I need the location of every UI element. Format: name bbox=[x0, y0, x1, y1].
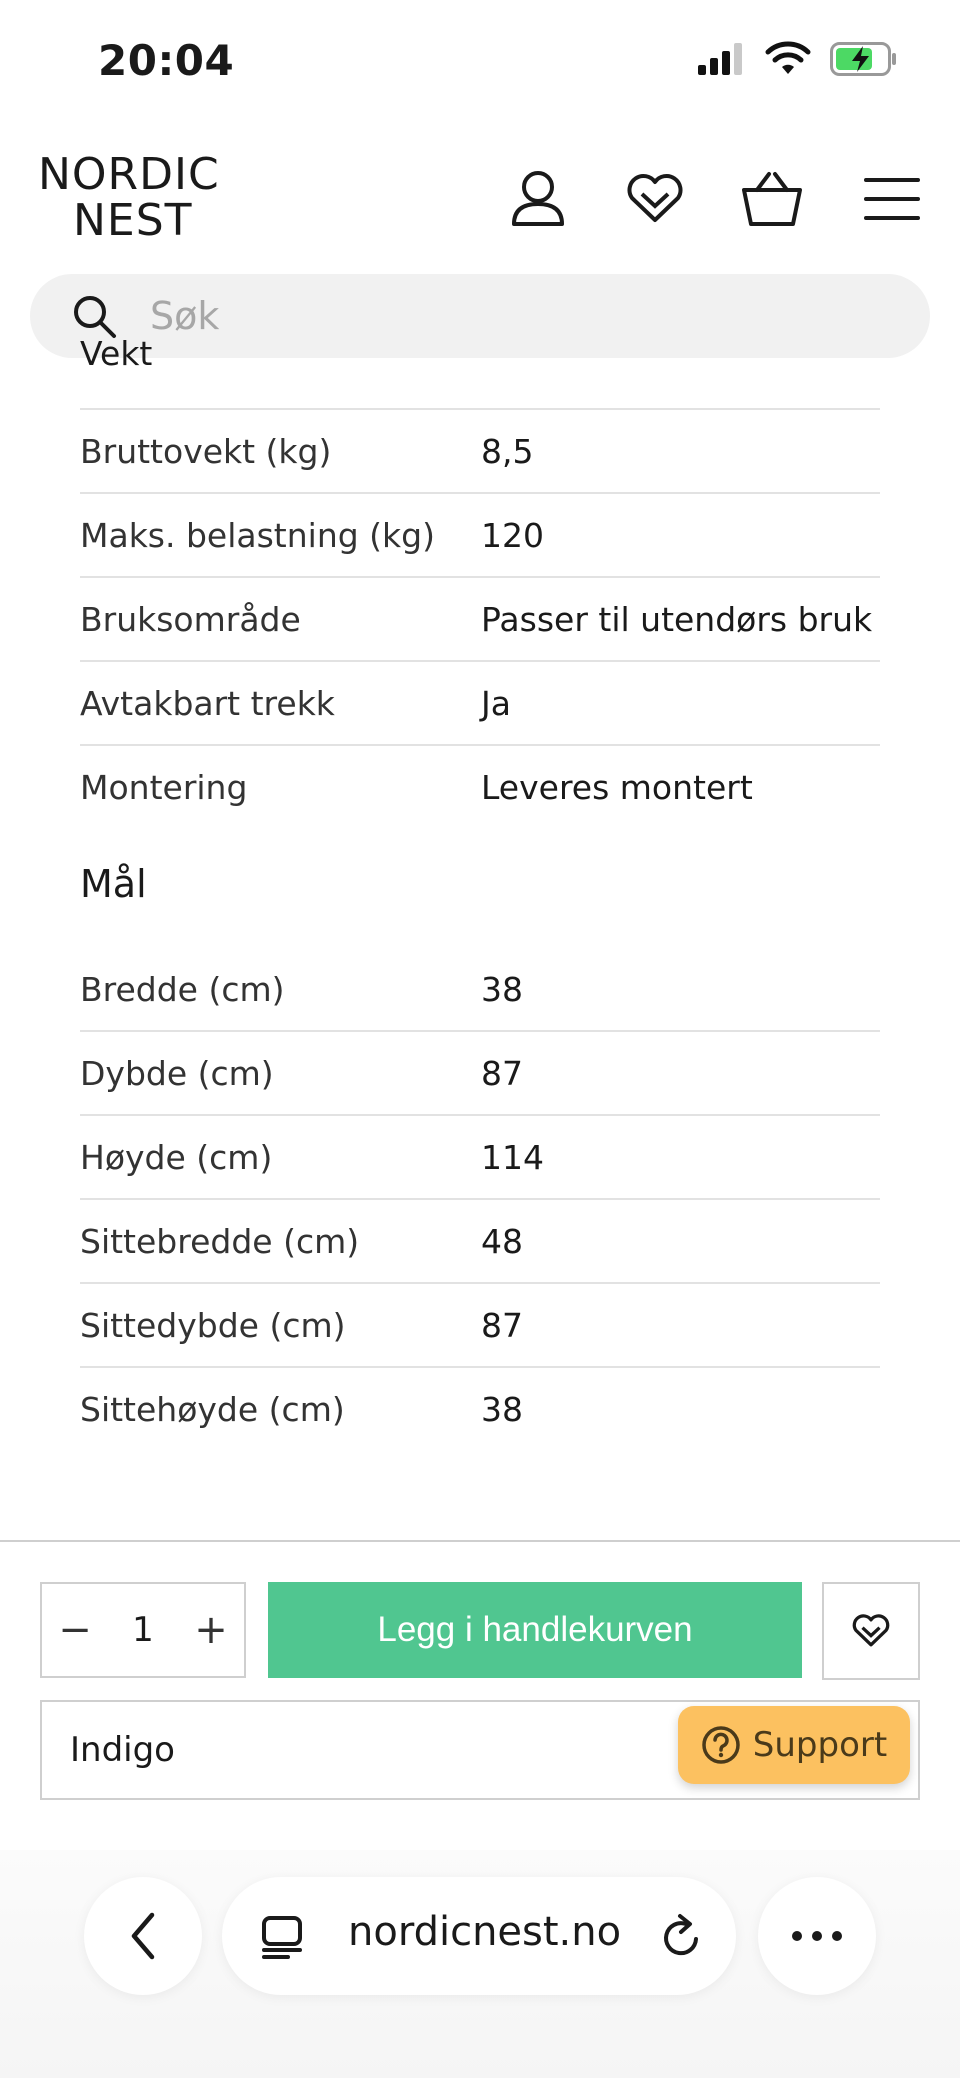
add-to-cart-button[interactable]: Legg i handlekurven bbox=[268, 1582, 802, 1678]
support-label: Support bbox=[752, 1725, 888, 1765]
status-icons bbox=[698, 42, 898, 76]
spec-row bbox=[80, 746, 880, 828]
dimension-label: Sittebredde (cm) bbox=[80, 1221, 360, 1261]
dimension-value: 38 bbox=[481, 969, 523, 1009]
page-menu-icon bbox=[260, 1915, 304, 1959]
dimension-label: Sittedybde (cm) bbox=[80, 1305, 346, 1345]
quantity-stepper bbox=[40, 1582, 246, 1678]
address-bar[interactable] bbox=[222, 1877, 736, 1995]
site-header bbox=[0, 140, 960, 265]
cellular-signal-icon bbox=[698, 43, 746, 75]
wishlist-icon bbox=[852, 1614, 890, 1648]
add-to-wishlist-button[interactable] bbox=[822, 1582, 920, 1680]
account-icon[interactable] bbox=[503, 164, 573, 234]
logo-line-1: NORDIC bbox=[38, 149, 220, 200]
dimension-value: 87 bbox=[481, 1053, 523, 1093]
cart-icon[interactable] bbox=[737, 164, 807, 234]
menu-icon[interactable] bbox=[857, 164, 927, 234]
dimension-value: 114 bbox=[481, 1137, 544, 1177]
spec-label: Vekt bbox=[80, 334, 153, 373]
help-icon bbox=[701, 1725, 741, 1765]
browser-toolbar bbox=[0, 1850, 960, 2078]
logo-line-2: NEST bbox=[73, 195, 193, 246]
spec-row bbox=[80, 494, 880, 578]
spec-row bbox=[80, 410, 880, 494]
nordic-nest-logo[interactable] bbox=[38, 149, 220, 246]
dimension-label: Dybde (cm) bbox=[80, 1053, 274, 1093]
search-input[interactable] bbox=[148, 293, 852, 339]
decrease-quantity-button[interactable]: − bbox=[58, 1607, 92, 1653]
wifi-icon bbox=[766, 42, 810, 76]
wishlist-icon[interactable] bbox=[620, 164, 690, 234]
dimension-row bbox=[80, 1368, 880, 1450]
spec-row bbox=[80, 662, 880, 746]
spec-value: Ja bbox=[481, 683, 511, 723]
increase-quantity-button[interactable]: + bbox=[194, 1607, 228, 1653]
spec-label: Avtakbart trekk bbox=[80, 683, 335, 723]
search-icon bbox=[70, 292, 118, 340]
dimension-value: 87 bbox=[481, 1305, 523, 1345]
spec-label: Maks. belastning (kg) bbox=[80, 515, 435, 555]
spec-label: Bruttovekt (kg) bbox=[80, 431, 332, 471]
spec-value: 120 bbox=[481, 515, 544, 555]
status-bar bbox=[0, 0, 960, 120]
dimension-row bbox=[80, 1116, 880, 1200]
dimension-value: 38 bbox=[481, 1389, 523, 1429]
dimension-row bbox=[80, 948, 880, 1032]
dimension-row bbox=[80, 1032, 880, 1116]
variant-value: Indigo bbox=[70, 1730, 175, 1770]
dimension-row bbox=[80, 1284, 880, 1368]
chevron-left-icon bbox=[128, 1911, 158, 1961]
spec-row bbox=[80, 578, 880, 662]
more-icon bbox=[791, 1930, 843, 1942]
battery-charging-icon bbox=[830, 42, 898, 76]
spec-label: Montering bbox=[80, 767, 248, 807]
dimension-label: Bredde (cm) bbox=[80, 969, 285, 1009]
support-button[interactable] bbox=[678, 1706, 910, 1784]
product-specs bbox=[80, 334, 880, 1448]
reload-icon[interactable] bbox=[660, 1913, 704, 1959]
dimension-label: Sittehøyde (cm) bbox=[80, 1389, 345, 1429]
dimensions-title: Mål bbox=[80, 862, 147, 906]
dimension-value: 48 bbox=[481, 1221, 523, 1261]
spec-value: Passer til utendørs bruk bbox=[481, 599, 873, 639]
url-text: nordicnest.no bbox=[348, 1909, 622, 1955]
status-time: 20:04 bbox=[98, 36, 235, 85]
spec-value: 8,5 bbox=[481, 431, 534, 471]
purchase-divider bbox=[0, 1540, 960, 1542]
dimension-label: Høyde (cm) bbox=[80, 1137, 273, 1177]
spec-row-partial bbox=[80, 334, 880, 410]
dimension-row bbox=[80, 1200, 880, 1284]
more-options-button[interactable] bbox=[758, 1877, 876, 1995]
search-bar[interactable] bbox=[30, 274, 930, 358]
back-button[interactable] bbox=[84, 1877, 202, 1995]
quantity-value[interactable]: 1 bbox=[132, 1610, 154, 1650]
spec-value: Leveres montert bbox=[481, 767, 753, 807]
spec-label: Bruksområde bbox=[80, 599, 301, 639]
